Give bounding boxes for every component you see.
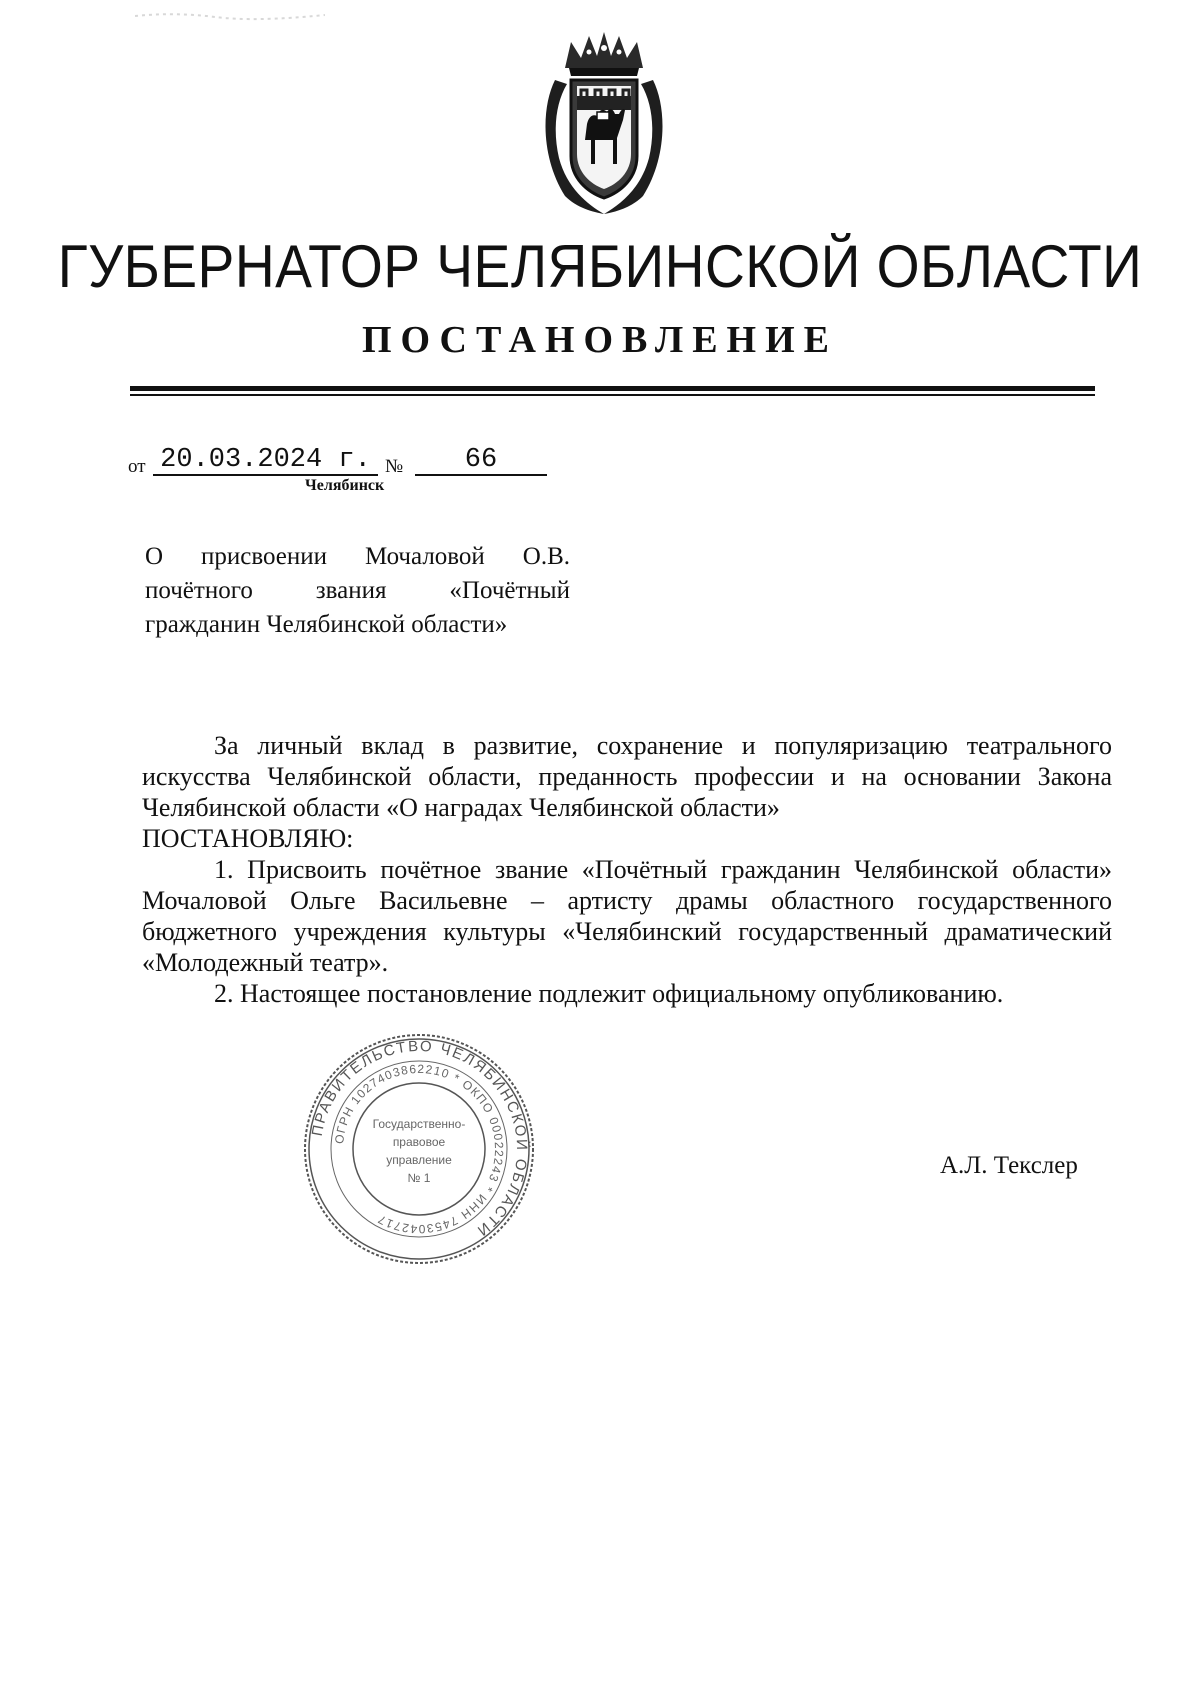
seal-center-line-3: управление — [386, 1153, 452, 1167]
scan-artifact — [135, 10, 325, 22]
header-rule-thick — [130, 386, 1095, 391]
seal-center-line-2: правовое — [392, 1135, 446, 1149]
document-subject: О присвоении Мочаловой О.В. почётного звания «Почётный гражданин Челябинской области» — [145, 543, 570, 638]
seal-center-line-1: Государственно- — [372, 1117, 466, 1131]
from-label: от — [128, 456, 146, 477]
signatory-name: А.Л. Текслер — [940, 1152, 1078, 1179]
seal-middle-text — [332, 1062, 506, 1236]
city-label: Челябинск — [305, 477, 385, 494]
item-1-paragraph: 1. Присвоить почётное звание «Почётный гражданин Челябинской области» Мочаловой Ольге Васильевне – артисту драмы областного государственного бюджетного учреждения культуры «Челябинский государственный драматический «Молодежный театр». — [142, 855, 1112, 977]
seal-outer-ring: ПРАВИТЕЛЬСТВО ЧЕЛЯБИНСКОЙ ОБЛАСТИ — [308, 1037, 531, 1240]
document-type: ПОСТАНОВЛЕНИЕ — [361, 319, 839, 361]
seal-middle-ring: ОГРН 1027403862210 * ОКПО 00022243 * ИНН 7453042717 — [332, 1061, 507, 1237]
number-label: № — [385, 456, 404, 477]
document-body — [142, 730, 1112, 1009]
seal-center-line-4: № 1 — [407, 1171, 431, 1185]
governor-title: ГУБЕРНАТОР ЧЕЛЯБИНСКОЙ ОБЛАСТИ — [57, 233, 1143, 300]
resolve-word: ПОСТАНОВЛЯЮ: — [142, 824, 354, 853]
item-2-paragraph: 2. Настоящее постановление подлежит официальному опубликованию. — [214, 979, 1004, 1008]
document-number: 66 — [415, 446, 547, 476]
preamble-paragraph: За личный вклад в развитие, сохранение и популяризацию театрального искусства Челябинской области, преданность профессии и на основании Закона Челябинской области «О наградах Челябинской области» — [142, 731, 1112, 822]
document-date: 20.03.2024 г. — [153, 446, 378, 476]
header-rule-thin — [130, 394, 1095, 396]
official-seal-stamp — [300, 1030, 538, 1268]
date-number-line — [128, 446, 588, 476]
coat-of-arms-icon — [537, 28, 671, 216]
